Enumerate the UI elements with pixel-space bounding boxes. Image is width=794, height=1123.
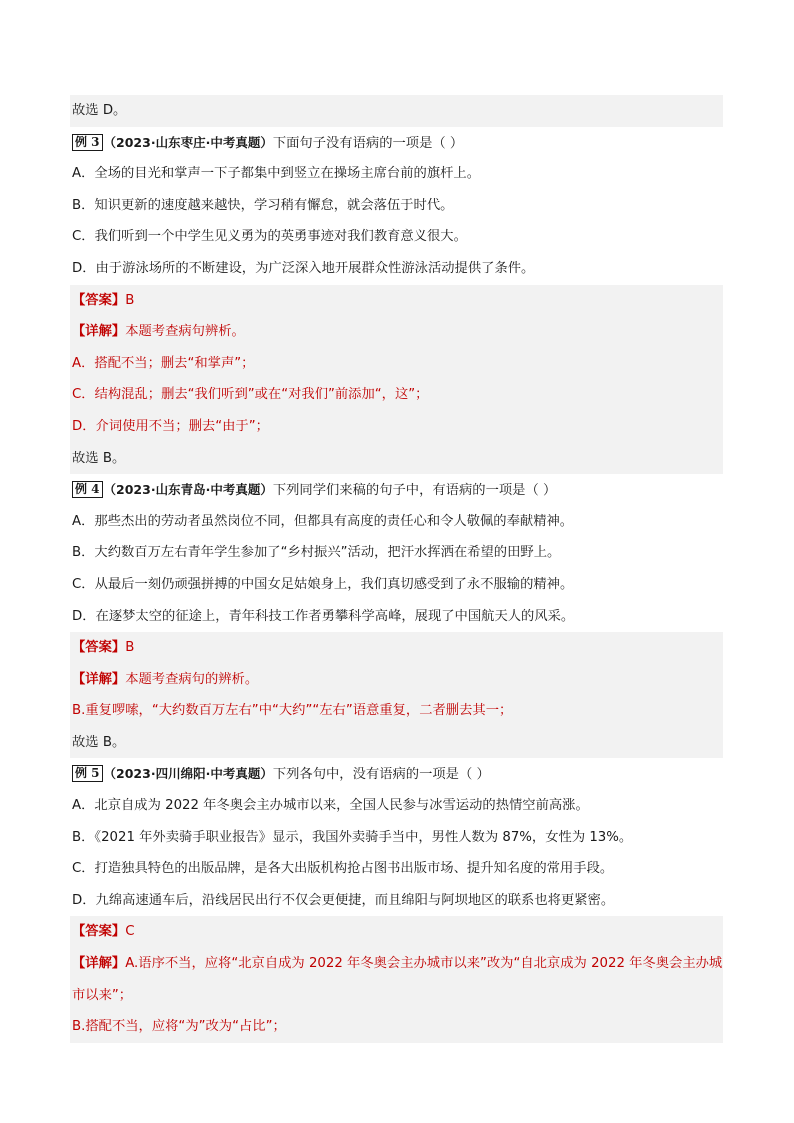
- explanation-line: [70, 948, 723, 1011]
- option-line: D．在逐梦太空的征途上，青年科技工作者勇攀科学高峰，展现了中国航天人的风采。: [72, 608, 575, 624]
- option-line: D．由于游泳场所的不断建设，为广泛深入地开展群众性游泳活动提供了条件。: [72, 260, 535, 276]
- answer-line: [70, 916, 723, 948]
- question-source: （2023·山东青岛·中考真题）: [103, 482, 273, 498]
- question-stem: [70, 758, 723, 790]
- answer-tag: 【答案】: [72, 924, 126, 940]
- option-line: A．那些杰出的劳动者虽然岗位不同，但都具有高度的责任心和令人敬佩的奉献精神。: [72, 513, 574, 529]
- explanation-text: 本题考查病句辨析。: [125, 324, 245, 340]
- explanation-line: [70, 664, 723, 696]
- example-label: 例 5: [72, 765, 103, 782]
- option-line: C．从最后一刻仍顽强拼搏的中国女足姑娘身上，我们真切感受到了永不服输的精神。: [72, 576, 574, 592]
- option-line: C．打造独具特色的出版品牌，是各大出版机构抢占图书出版市场、提升知名度的常用手段。: [72, 861, 614, 877]
- question-stem: [70, 127, 723, 159]
- answer-line: [70, 632, 723, 664]
- answer-value: C: [125, 924, 135, 940]
- option-line: B．知识更新的速度越来越快，学习稍有懈怠，就会落伍于时代。: [72, 197, 454, 213]
- question-text: 下列同学们来稿的句子中，有语病的一项是（ ）: [272, 483, 557, 499]
- explanation-line: [70, 316, 723, 348]
- example-label: 例 3: [72, 134, 103, 151]
- conclusion-line: 故选 D。: [70, 95, 723, 127]
- answer-value: B: [125, 292, 135, 308]
- answer-value: B: [125, 640, 135, 656]
- answer-line: [70, 285, 723, 317]
- option-line: D．九绵高速通车后，沿线居民出行不仅会更便捷，而且绵阳与阿坝地区的联系也将更紧密。: [72, 892, 615, 908]
- explanation-text: 本题考查病句的辨析。: [125, 671, 259, 687]
- conclusion-line: 故选 B。: [70, 443, 723, 475]
- explanation-item: B.搭配不当，应将“为”改为“占比”；: [70, 1011, 723, 1043]
- explanation-item: A．搭配不当；删去“和掌声”；: [70, 348, 723, 380]
- option-line: B．《2021 年外卖骑手职业报告》显示，我国外卖骑手当中，男性人数为 87%，女性为 13%。: [72, 829, 633, 845]
- answer-tag: 【答案】: [72, 640, 126, 656]
- explanation-text: A.语序不当，应将“北京自成为 2022 年冬奥会主办城市以来”改为“自北京成为 2022 年冬奥会主办城市以来”；: [72, 956, 723, 1003]
- question-stem: [70, 474, 723, 506]
- explanation-tag: 【详解】: [72, 956, 126, 972]
- question-source: （2023·山东枣庄·中考真题）: [103, 134, 273, 150]
- explanation-tag: 【详解】: [72, 671, 126, 687]
- answer-tag: 【答案】: [72, 292, 126, 308]
- explanation-tag: 【详解】: [72, 324, 126, 340]
- explanation-item: C．结构混乱；删去“我们听到”或在“对我们”前添加“，这”；: [70, 379, 723, 411]
- question-text: 下面句子没有语病的一项是（ ）: [272, 135, 464, 151]
- conclusion-line: 故选 B。: [70, 727, 723, 759]
- option-line: A．全场的目光和掌声一下子都集中到竖立在操场主席台前的旗杆上。: [72, 166, 481, 182]
- example-label: 例 4: [72, 481, 103, 498]
- explanation-item: D．介词使用不当；删去“由于”；: [70, 411, 723, 443]
- document-page: [70, 95, 723, 1043]
- question-text: 下列各句中，没有语病的一项是（ ）: [272, 767, 490, 783]
- option-line: C．我们听到一个中学生见义勇为的英勇事迹对我们教育意义很大。: [72, 229, 467, 245]
- option-line: A．北京自成为 2022 年冬奥会主办城市以来，全国人民参与冰雪运动的热情空前高涨。: [72, 798, 589, 814]
- explanation-item: B.重复啰嗦，“大约数百万左右”中“大约”“左右”语意重复，二者删去其一；: [70, 695, 723, 727]
- question-source: （2023·四川绵阳·中考真题）: [103, 766, 273, 782]
- option-line: B．大约数百万左右青年学生参加了“乡村振兴”活动，把汗水挥洒在希望的田野上。: [72, 545, 561, 561]
